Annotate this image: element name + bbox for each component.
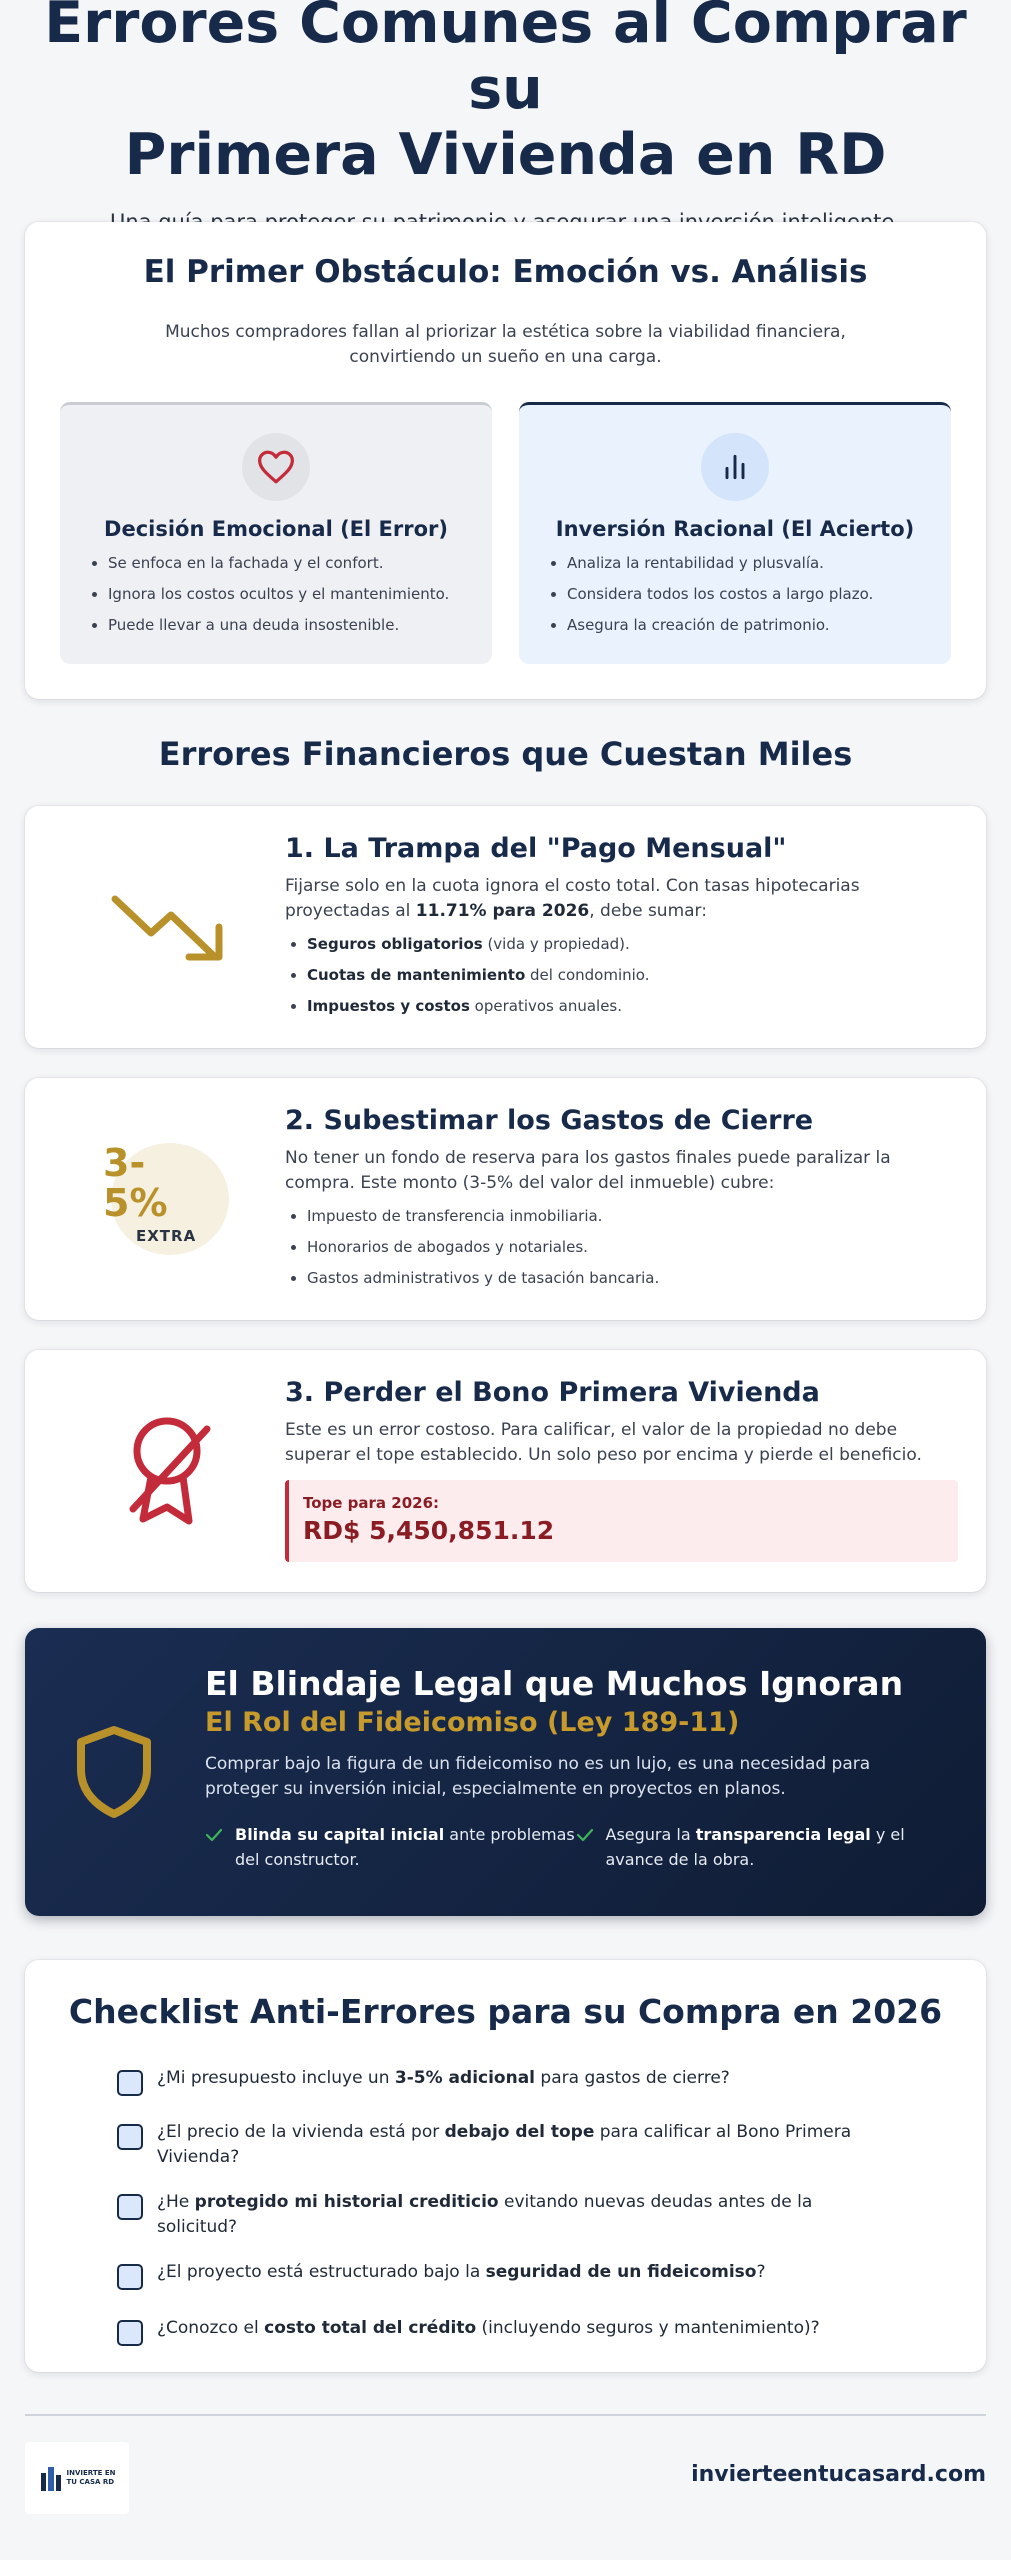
website-link[interactable]: invierteentucasard.com (691, 2462, 986, 2487)
checklist-card (25, 1960, 986, 2372)
list-item: • Considera todos los costos a largo plazo. (567, 584, 931, 604)
error-description (285, 874, 958, 924)
tope-callout (285, 1480, 958, 1562)
rational-list (567, 553, 931, 646)
error-description: No tener un fondo de reserva para los gastos finales puede paralizar la compra. Este monto (3-5% del valor del inmueble) cubre: (285, 1148, 891, 1193)
list-item: • Gastos administrativos y de tasación bancaria. (307, 1268, 958, 1289)
tope-value: RD$ 5,450,851.12 (303, 1516, 555, 1545)
check-text (235, 1822, 576, 1872)
page-title (0, 0, 1011, 188)
error-title: 2. Subestimar los Gastos de Cierre (285, 1105, 814, 1136)
checklist-item (117, 2190, 886, 2240)
list-item: • Honorarios de abogados y notariales. (307, 1237, 958, 1258)
error-card-bono (25, 1350, 986, 1592)
txt: para calificar al Bono Primera Vivienda? (157, 2122, 852, 2167)
heart-icon (242, 433, 310, 501)
list-item (307, 996, 958, 1017)
section-title: El Primer Obstáculo: Emoción vs. Análisis (143, 254, 868, 290)
shield-icon (73, 1724, 155, 1824)
item-text: del condominio. (525, 966, 650, 984)
extra-badge (103, 1141, 229, 1255)
building-icon (39, 2463, 63, 2493)
checklist-item (117, 2316, 886, 2346)
title-line-1: Errores Comunes al Comprar su (44, 0, 967, 122)
badge-label: EXTRA (136, 1227, 197, 1245)
checklist-item (117, 2120, 886, 2170)
checklist-text (157, 2066, 730, 2091)
legal-check-item (576, 1822, 947, 1872)
legal-body (205, 1664, 946, 1872)
checkbox[interactable] (117, 2264, 143, 2290)
checklist-text (157, 2120, 886, 2170)
rate-highlight: 11.71% para 2026 (415, 901, 590, 921)
checkbox[interactable] (117, 2320, 143, 2346)
txt-bold: debajo del tope (444, 2122, 595, 2142)
list-item: • Ignora los costos ocultos y el mantenimiento. (108, 584, 472, 604)
txt-bold: costo total del crédito (264, 2318, 477, 2338)
error-title: 3. Perder el Bono Primera Vivienda (285, 1377, 820, 1408)
logo-line-2: TU CASA RD (66, 2478, 115, 2486)
list-item (307, 934, 958, 955)
comparison (60, 402, 951, 664)
bar-chart-icon (701, 433, 769, 501)
legal-subtitle: El Rol del Fideicomiso (Ley 189-11) (205, 1707, 740, 1738)
checklist-text (157, 2190, 886, 2240)
legal-checks (205, 1822, 946, 1872)
txt: (incluyendo seguros y mantenimiento)? (476, 2318, 820, 2338)
txt: ¿Mi presupuesto incluye un (157, 2068, 395, 2088)
extra-badge-area (95, 1078, 245, 1320)
emotion-vs-analysis-card (25, 222, 986, 699)
badge-value (103, 1143, 183, 1223)
emotional-title: Decisión Emocional (El Error) (104, 517, 448, 541)
error-body (285, 832, 958, 1027)
checklist-text (157, 2260, 766, 2285)
list-item: • Impuesto de transferencia inmobiliaria. (307, 1206, 958, 1227)
emotional-list (108, 553, 472, 646)
checklist (117, 2066, 886, 2346)
check-text (606, 1822, 947, 1872)
no-award-icon (95, 1350, 245, 1592)
legal-check-item (205, 1822, 576, 1872)
error-list (285, 1206, 958, 1289)
txt: ¿Conozco el (157, 2318, 265, 2338)
error-card-monthly-payment (25, 806, 986, 1048)
checkbox[interactable] (117, 2194, 143, 2220)
checklist-item (117, 2066, 886, 2096)
item-text: (vida y propiedad). (482, 935, 630, 953)
brand-logo[interactable] (25, 2442, 129, 2514)
txt: ? (756, 2262, 766, 2282)
item-bold: Cuotas de mantenimiento (307, 966, 526, 984)
error-description: Este es un error costoso. Para calificar, el valor de la propiedad no debe superar el tope establecido. Un solo peso por encima y pierde el beneficio. (285, 1420, 922, 1465)
error-list (285, 934, 958, 1017)
logo-line-1: INVIERTE EN (66, 2469, 116, 2477)
txt: ¿El precio de la vivienda está por (157, 2122, 445, 2142)
footer-divider (25, 2414, 986, 2416)
rational-panel (519, 402, 951, 664)
txt-bold: 3-5% adicional (394, 2068, 536, 2088)
list-item: • Se enfoca en la fachada y el confort. (108, 553, 472, 573)
badge-value-text: 3-5% (103, 1141, 168, 1225)
check-pre: Asegura la (605, 1825, 696, 1844)
list-item: • Analiza la rentabilidad y plusvalía. (567, 553, 931, 573)
item-bold: Impuestos y costos (307, 997, 470, 1015)
error-title: 1. La Trampa del "Pago Mensual" (285, 833, 787, 864)
desc-text: , debe sumar: (589, 901, 707, 921)
txt: evitando nuevas deudas antes de la solicitud? (157, 2192, 813, 2237)
item-text: operativos anuales. (469, 997, 623, 1015)
trending-down-icon (95, 806, 245, 1048)
checkbox[interactable] (117, 2070, 143, 2096)
rational-title: Inversión Racional (El Acierto) (555, 517, 915, 541)
list-item: • Asegura la creación de patrimonio. (567, 615, 931, 635)
tope-label: Tope para 2026: (303, 1494, 440, 1512)
checklist-item (117, 2260, 886, 2290)
logo-text (67, 2469, 116, 2487)
error-card-closing-costs (25, 1078, 986, 1320)
list-item: • Puede llevar a una deuda insostenible. (108, 615, 472, 635)
desc-text: Fijarse solo en la cuota ignora el costo total. Con tasas hipotecarias proyectadas al (285, 876, 860, 921)
check-icon (205, 1822, 235, 1872)
error-body (285, 1376, 958, 1562)
emotional-panel (60, 402, 492, 664)
txt-bold: protegido mi historial crediticio (194, 2192, 499, 2212)
error-body (285, 1104, 958, 1299)
txt: para gastos de cierre? (535, 2068, 730, 2088)
hero (0, 0, 1011, 234)
check-rest: y el avance de la obra. (605, 1825, 905, 1869)
checklist-title: Checklist Anti-Errores para su Compra en 2026 (68, 1992, 943, 2031)
txt: ¿He (157, 2192, 195, 2212)
check-icon (576, 1822, 606, 1872)
legal-shield-card (25, 1628, 986, 1916)
list-item (307, 965, 958, 986)
checklist-text (157, 2316, 820, 2341)
legal-title: El Blindaje Legal que Muchos Ignoran (205, 1664, 904, 1703)
txt-bold: seguridad de un fideicomiso (485, 2262, 757, 2282)
legal-description: Comprar bajo la figura de un fideicomiso no es un lujo, es una necesidad para proteger su inversión inicial, especialmente en proyectos en planos. (205, 1754, 871, 1799)
check-bold: Blinda su capital inicial (235, 1825, 445, 1844)
item-bold: Seguros obligatorios (307, 935, 483, 953)
title-line-2: Primera Vivienda en RD (124, 122, 887, 188)
check-bold: transparencia legal (695, 1825, 871, 1844)
txt: ¿El proyecto está estructurado bajo la (157, 2262, 486, 2282)
section-lead: Muchos compradores fallan al priorizar la estética sobre la viabilidad financiera, convirtiendo un sueño en una carga. (165, 322, 846, 367)
checkbox[interactable] (117, 2124, 143, 2150)
check-rest: ante problemas del constructor. (235, 1825, 575, 1869)
financial-errors-title: Errores Financieros que Cuestan Miles (158, 735, 853, 773)
